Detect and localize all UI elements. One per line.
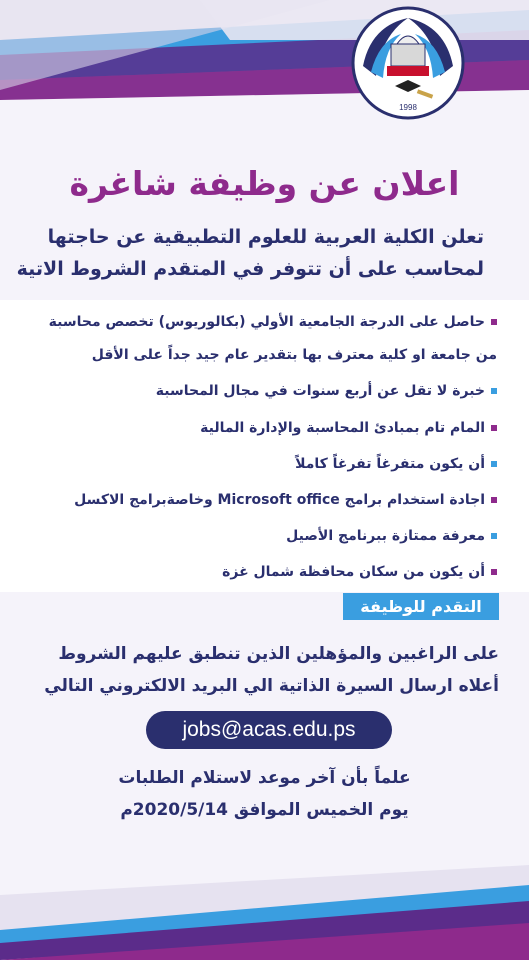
logo-year: 1998 [399, 103, 417, 112]
requirement-item: المام تام بمبادئ المحاسبة والإدارة المالية [27, 420, 497, 436]
deadline-note-line-1: علماً بأن آخر موعد لاستلام الطلبات [118, 768, 411, 788]
bullet-square-icon [491, 388, 497, 394]
requirement-item: حاصل على الدرجة الجامعية الأولي (بكالوريوس) تخصص محاسبة [27, 314, 497, 330]
email-address-pill[interactable]: jobs@acas.edu.ps [146, 711, 392, 749]
requirement-item: أن يكون متفرغاً تفرغاً كاملاً [27, 456, 497, 472]
deadline-note-line-2: يوم الخميس الموافق 2020/5/14م [120, 800, 409, 820]
requirement-item: أن يكون من سكان محافظة شمال غزة [27, 564, 497, 580]
bullet-square-icon [491, 461, 497, 467]
bullet-square-icon [491, 569, 497, 575]
college-seal-logo [351, 6, 465, 120]
intro-line-2: لمحاسب على أن تتوفر في المتقدم الشروط الاتية [16, 258, 484, 280]
apply-instructions-line-2: أعلاه ارسال السيرة الذاتية الي البريد الالكتروني التالي [44, 676, 499, 696]
apply-instructions-line-1: على الراغبين والمؤهلين الذين تنطبق عليهم الشروط [58, 644, 499, 664]
requirement-item: خبرة لا تقل عن أربع سنوات في مجال المحاسبة [27, 383, 497, 399]
bullet-square-icon [491, 533, 497, 539]
bullet-square-icon [491, 497, 497, 503]
intro-line-1: تعلن الكلية العربية للعلوم التطبيقية عن حاجتها [47, 226, 484, 248]
page-title: اعلان عن وظيفة شاغرة [69, 164, 460, 203]
requirement-item: اجادة استخدام برامج Microsoft office وخاصةبرامج الاكسل [27, 492, 497, 508]
apply-heading-badge: التقدم للوظيفة [343, 593, 499, 620]
bullet-square-icon [491, 425, 497, 431]
requirement-item: معرفة ممتازة ببرنامج الأصيل [27, 528, 497, 544]
requirements-panel [0, 300, 529, 592]
requirement-item: من جامعة او كلية معترف بها بتقدير عام جيد جداً على الأقل [91, 347, 497, 363]
bottom-decorative-stripes [0, 835, 529, 960]
bullet-square-icon [491, 319, 497, 325]
